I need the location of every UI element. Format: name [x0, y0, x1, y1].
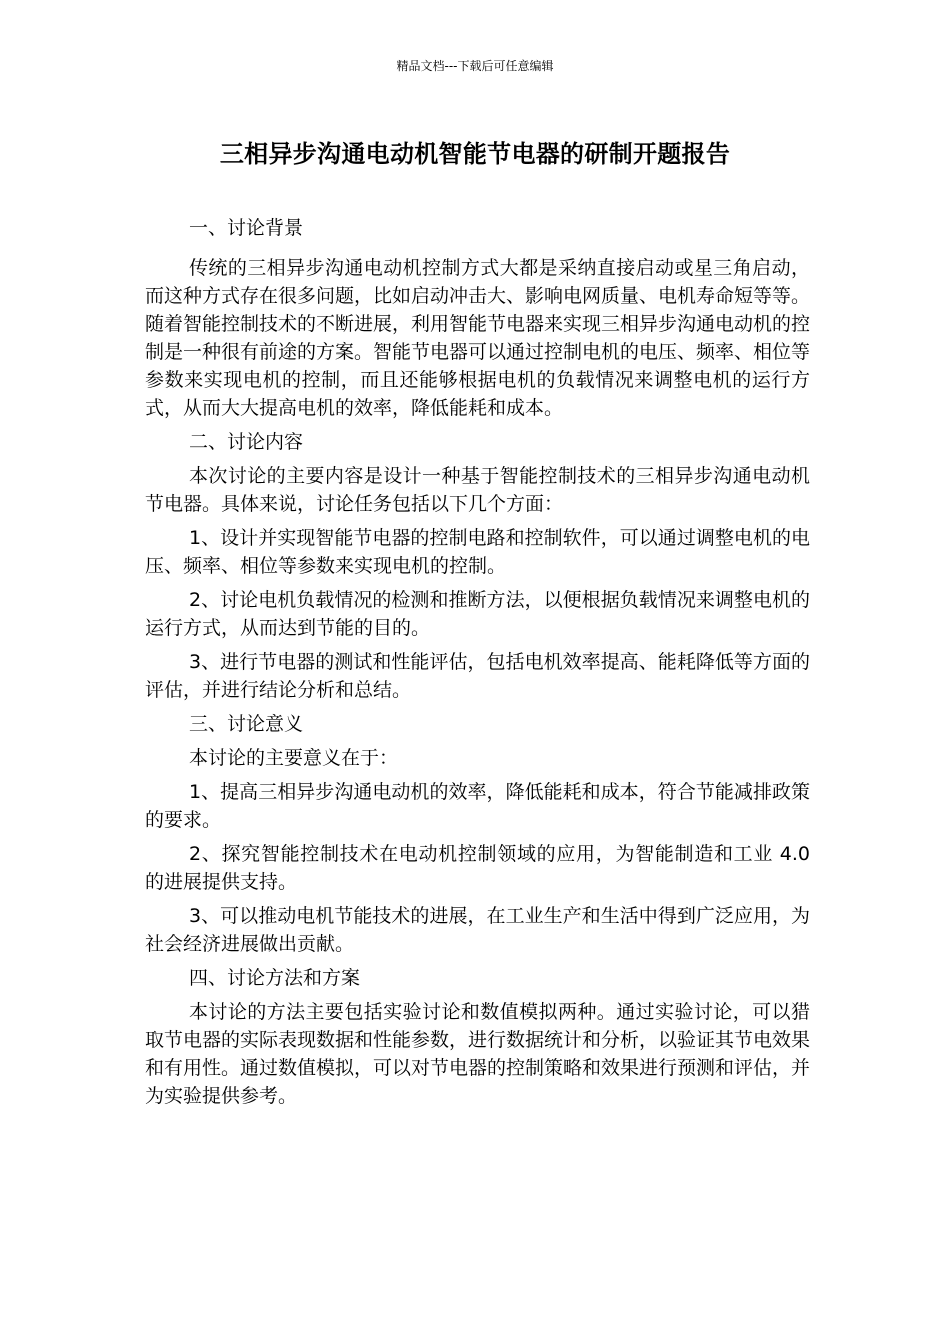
paragraph-significance-item-2: 2、探究智能控制技术在电动机控制领域的应用，为智能制造和工业 4.0 的进展提供支持。 — [145, 843, 810, 893]
paragraph-background: 传统的三相异步沟通电动机控制方式大都是采纳直接启动或星三角启动，而这种方式存在很多问题，比如启动冲击大、影响电网质量、电机寿命短等等。随着智能控制技术的不断进展，利用智能节电器来实现三相异步沟通电动机的控制是一种很有前途的方案。智能节电器可以通过控制电机的电压、频率、相位等参数来实现电机的控制，而且还能够根据电机的负载情况来调整电机的运行方式，从而大大提高电机的效率，降低能耗和成本。 — [145, 257, 811, 419]
section-heading-methods: 四、讨论方法和方案 — [189, 967, 361, 989]
section-heading-background: 一、讨论背景 — [189, 217, 304, 239]
paragraph-significance-item-3: 3、可以推动电机节能技术的进展，在工业生产和生活中得到广泛应用，为社会经济进展做出贡献。 — [145, 905, 810, 955]
paragraph-significance-item-1: 1、提高三相异步沟通电动机的效率，降低能耗和成本，符合节能减排政策的要求。 — [145, 781, 810, 831]
header-note: 精品文档---下载后可任意编辑 — [396, 59, 554, 73]
document-title: 三相异步沟通电动机智能节电器的研制开题报告 — [219, 140, 731, 168]
paragraph-content-item-2: 2、讨论电机负载情况的检测和推断方法，以便根据负载情况来调整电机的运行方式，从而达到节能的目的。 — [145, 589, 810, 639]
paragraph-content-item-1: 1、设计并实现智能节电器的控制电路和控制软件，可以通过调整电机的电压、频率、相位等参数来实现电机的控制。 — [145, 527, 810, 577]
document-body — [145, 214, 810, 1110]
section-heading-content: 二、讨论内容 — [189, 431, 304, 453]
section-heading-significance: 三、讨论意义 — [189, 713, 304, 735]
paragraph-content-item-3: 3、进行节电器的测试和性能评估，包括电机效率提高、能耗降低等方面的评估，并进行结论分析和总结。 — [145, 651, 810, 701]
paragraph-methods: 本讨论的方法主要包括实验讨论和数值模拟两种。通过实验讨论，可以猎取节电器的实际表现数据和性能参数，进行数据统计和分析，以验证其节电效果和有用性。通过数值模拟，可以对节电器的控制策略和效果进行预测和评估，并为实验提供参考。 — [145, 1001, 811, 1107]
paragraph-significance-intro: 本讨论的主要意义在于： — [189, 747, 399, 769]
paragraph-content-intro: 本次讨论的主要内容是设计一种基于智能控制技术的三相异步沟通电动机节电器。具体来说，讨论任务包括以下几个方面： — [145, 465, 810, 515]
